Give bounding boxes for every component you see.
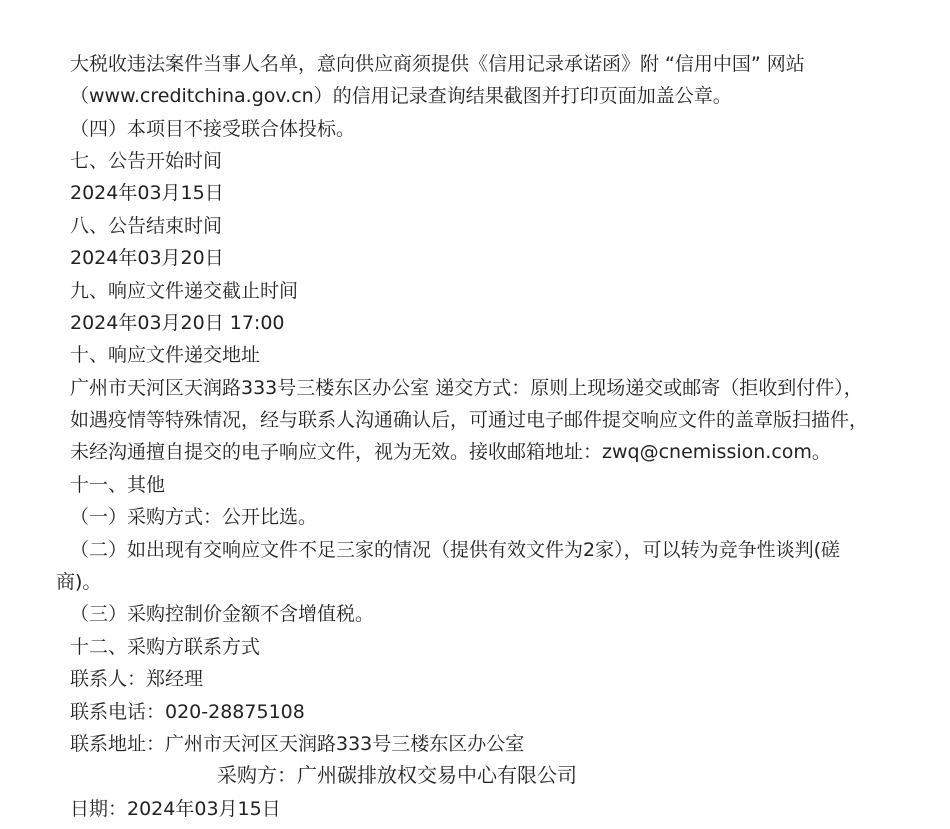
clause-insufficient-bids-line1: （二）如出现有交响应文件不足三家的情况（提供有效文件为2家），可以转为竞争性谈判(磋 <box>70 539 841 561</box>
document-date: 日期：2024年03月15日 <box>70 798 281 820</box>
purchaser-signature: 采购方：广州碳排放权交易中心有限公司 <box>217 763 577 787</box>
heading-submission-deadline: 九、响应文件递交截止时间 <box>70 280 299 302</box>
contact-address: 联系地址：广州市天河区天润路333号三楼东区办公室 <box>70 733 525 755</box>
announcement-start-date: 2024年03月15日 <box>70 182 224 204</box>
contact-person: 联系人：郑经理 <box>70 668 204 690</box>
clause-insufficient-bids-line2: 商)。 <box>56 571 102 593</box>
submission-address-line1: 广州市天河区天润路333号三楼东区办公室 递交方式：原则上现场递交或邮寄（拒收到付件）， <box>70 377 863 399</box>
heading-submission-address: 十、响应文件递交地址 <box>70 344 261 366</box>
heading-other: 十一、其他 <box>70 474 166 496</box>
submission-deadline-datetime: 2024年03月20日 17:00 <box>70 312 285 334</box>
paragraph-tax-violation-line1: 大税收违法案件当事人名单，意向供应商须提供《信用记录承诺函》附 “信用中国” 网站 <box>70 53 805 75</box>
submission-address-line2: 如遇疫情等特殊情况，经与联系人沟通确认后，可通过电子邮件提交响应文件的盖章版扫描件， <box>70 409 869 431</box>
paragraph-tax-violation-line2: （www.creditchina.gov.cn）的信用记录查询结果截图并打印页面加盖公章。 <box>70 85 732 107</box>
clause-procurement-method: （一）采购方式：公开比选。 <box>70 506 318 528</box>
contact-phone: 联系电话：020-28875108 <box>70 701 305 723</box>
submission-address-line3: 未经沟通擅自提交的电子响应文件，视为无效。接收邮箱地址：zwq@cnemission.com。 <box>70 441 831 463</box>
clause-price-excludes-vat: （三）采购控制价金额不含增值税。 <box>70 603 375 625</box>
heading-purchaser-contact: 十二、采购方联系方式 <box>70 636 261 658</box>
announcement-end-date: 2024年03月20日 <box>70 247 224 269</box>
clause-no-consortium: （四）本项目不接受联合体投标。 <box>70 118 356 140</box>
heading-announcement-end: 八、公告结束时间 <box>70 215 223 237</box>
heading-announcement-start: 七、公告开始时间 <box>70 150 223 172</box>
